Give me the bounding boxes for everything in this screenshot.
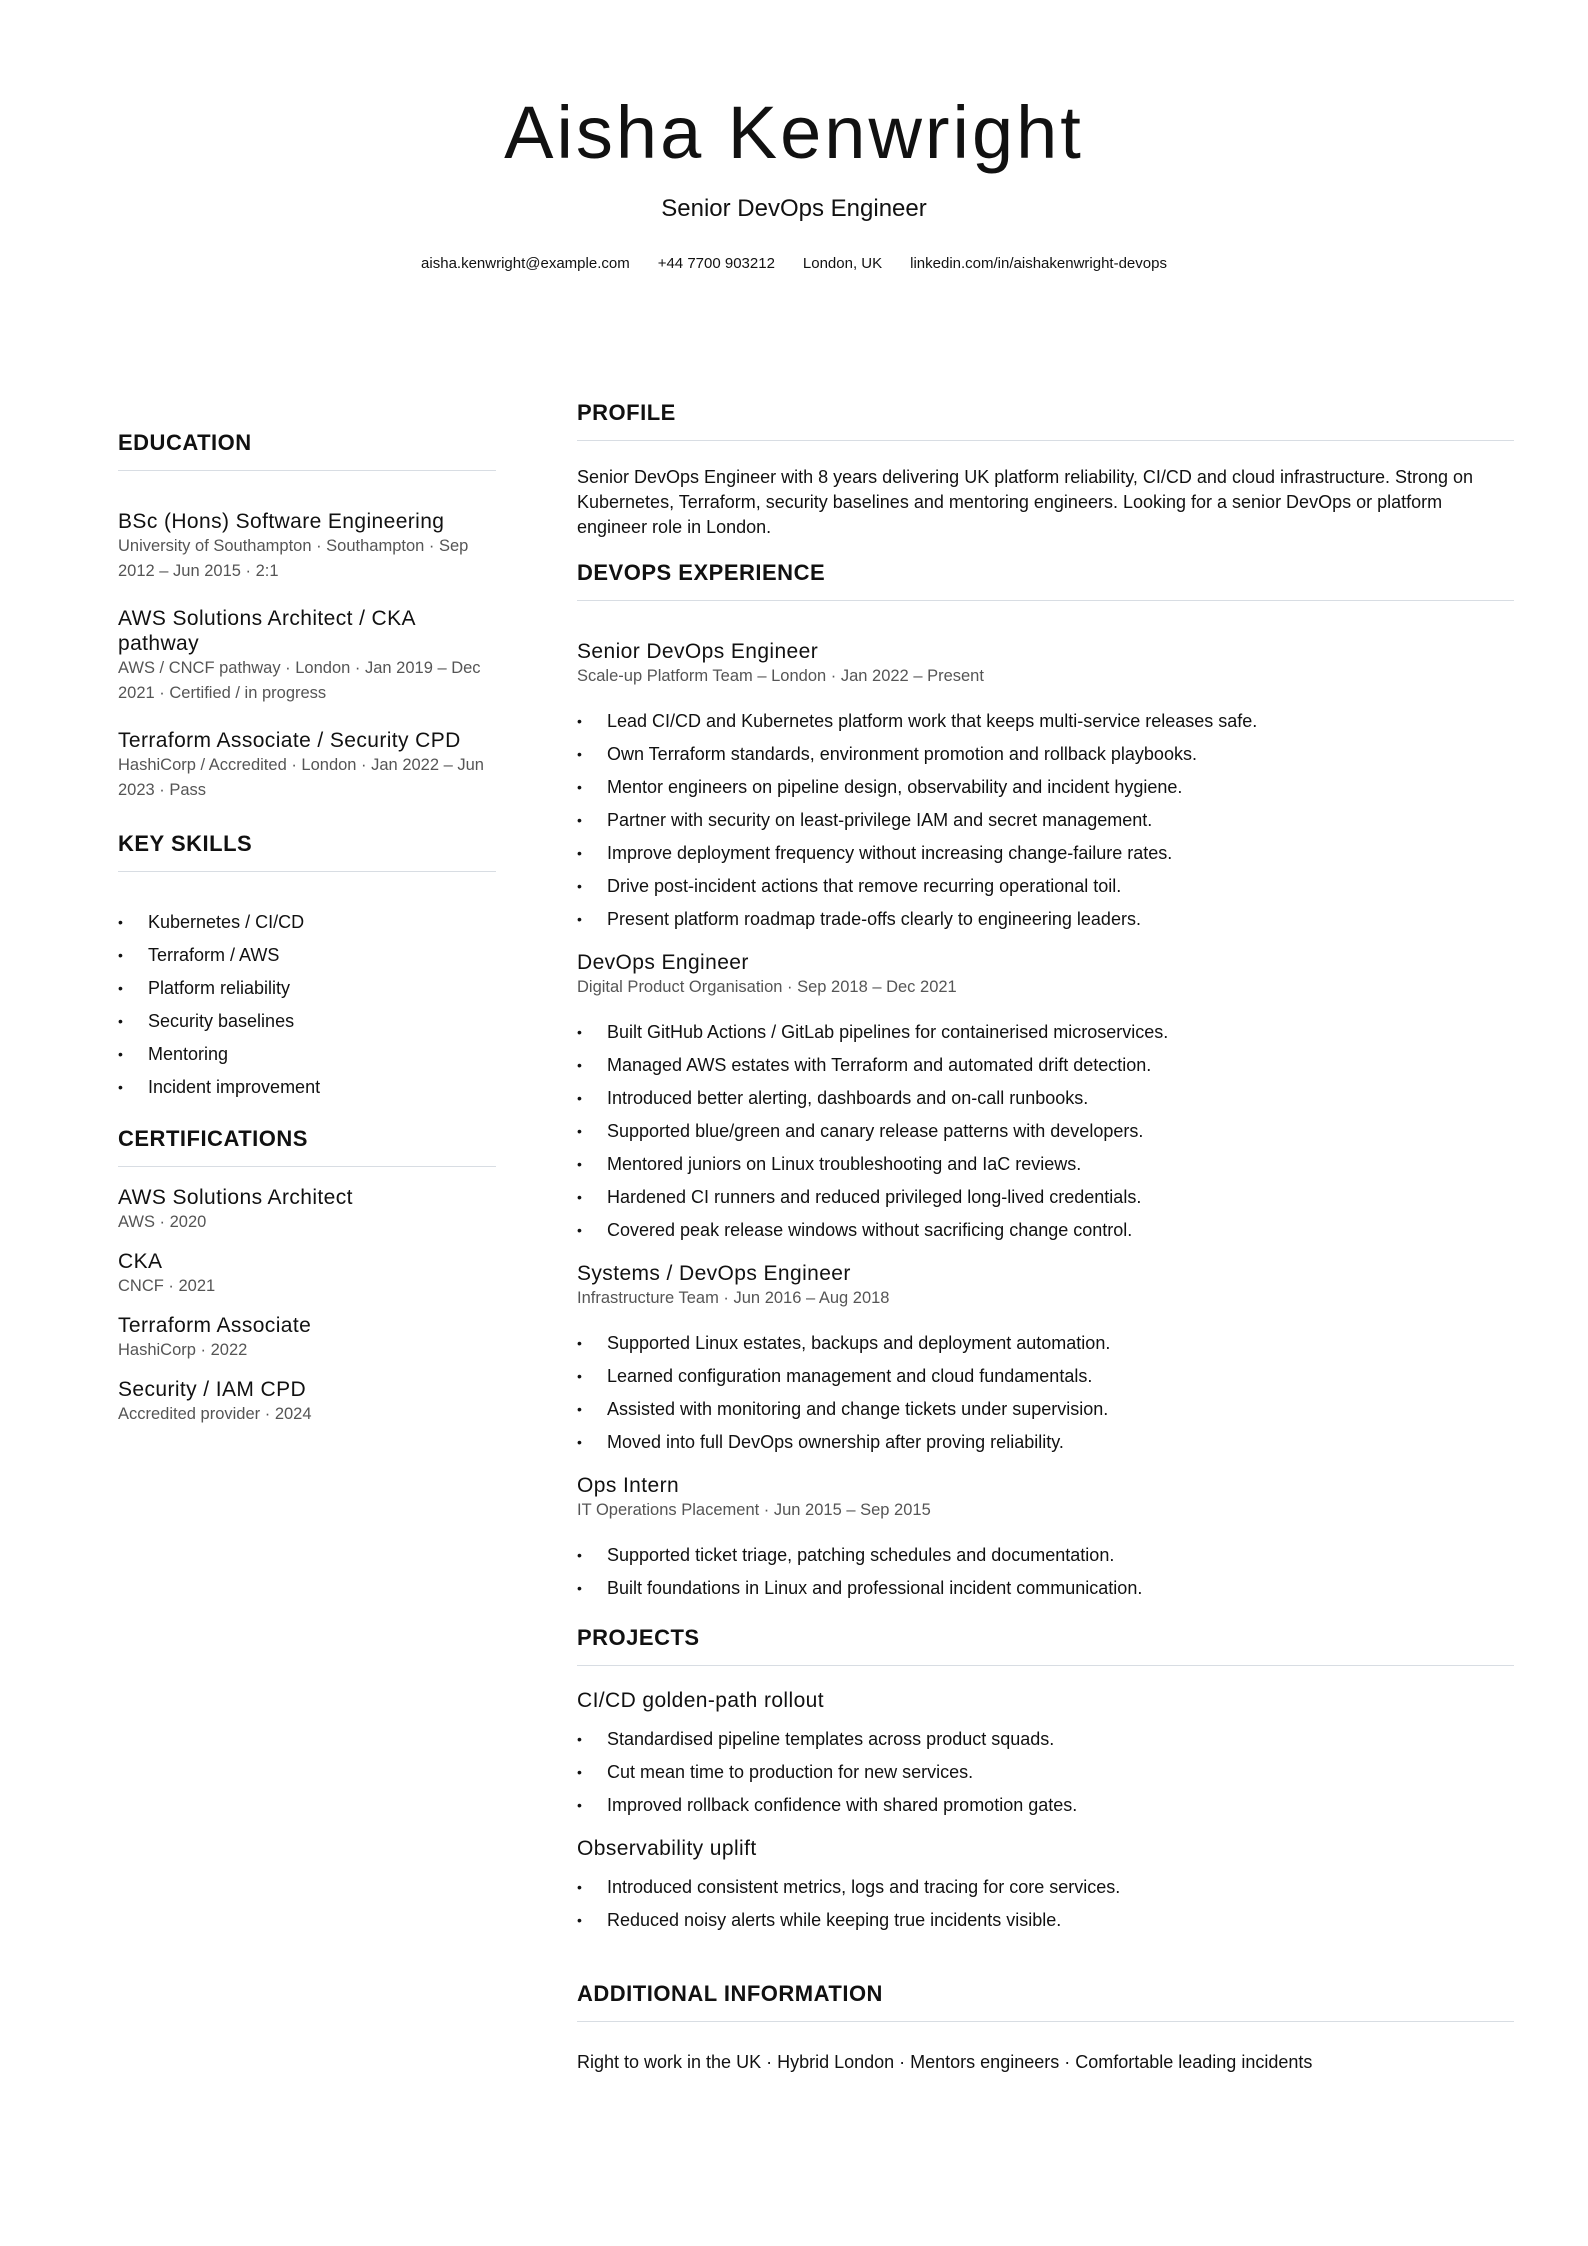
job-entry [577,1473,1514,1605]
certification-meta: HashiCorp · 2022 [118,1341,248,1359]
job-entry [577,950,1514,1247]
candidate-role: Senior DevOps Engineer [661,195,927,222]
job-bullet: • Introduced better alerting, dashboards and on-call runbooks. [577,1082,1514,1115]
project-title: Observability uplift [577,1837,757,1860]
profile-section [577,402,1514,540]
contact-line [0,256,1588,271]
skills-heading: KEY SKILLS [118,833,496,872]
education-section [118,432,496,803]
skill-item: • Incident improvement [118,1071,496,1104]
projects-heading: PROJECTS [577,1627,1514,1666]
job-entry [577,1261,1514,1459]
contact-phone: +44 7700 903212 [657,255,775,272]
skills-list [118,906,496,1104]
job-meta: Digital Product Organisation · Sep 2018 – Dec 2021 [577,978,957,996]
job-meta: Infrastructure Team · Jun 2016 – Aug 2018 [577,1289,890,1307]
job-bullet: • Learned configuration management and cloud fundamentals. [577,1360,1514,1393]
projects-section [577,1627,1514,1937]
job-bullet: • Improve deployment frequency without increasing change-failure rates. [577,837,1514,870]
certification-name: CKA [118,1250,163,1273]
certification-name: Security / IAM CPD [118,1378,307,1401]
job-bullet: • Supported Linux estates, backups and deployment automation. [577,1327,1514,1360]
education-degree: AWS Solutions Architect / CKA pathway [118,607,415,655]
job-bullet: • Built foundations in Linux and professional incident communication. [577,1572,1514,1605]
certification-name: AWS Solutions Architect [118,1186,353,1209]
education-item [118,509,496,584]
certification-name: Terraform Associate [118,1314,312,1337]
project-bullet: • Reduced noisy alerts while keeping true incidents visible. [577,1904,1514,1937]
job-bullets [577,1539,1514,1605]
certifications-section [118,1128,496,1427]
job-bullet: • Moved into full DevOps ownership after proving reliability. [577,1426,1514,1459]
certification-meta: Accredited provider · 2024 [118,1405,312,1423]
project-entry [577,1688,1514,1822]
experience-section [577,562,1514,1605]
job-title: Senior DevOps Engineer [577,640,819,663]
job-bullet: • Hardened CI runners and reduced privileged long-lived credentials. [577,1181,1514,1214]
skill-item: • Security baselines [118,1005,496,1038]
contact-linkedin: linkedin.com/in/aishakenwright-devops [910,255,1167,272]
certification-item [118,1377,496,1427]
additional-heading: ADDITIONAL INFORMATION [577,1983,1514,2022]
project-bullet: • Improved rollback confidence with shared promotion gates. [577,1789,1514,1822]
skill-item: • Kubernetes / CI/CD [118,906,496,939]
certification-item [118,1313,496,1363]
education-degree: BSc (Hons) Software Engineering [118,510,445,533]
profile-summary: Senior DevOps Engineer with 8 years delivering UK platform reliability, CI/CD and cloud infrastructure. Strong on Kubernetes, Terraform, security baselines and mentoring engineers. Looking for a senior DevOps or platform engineer role in London. [577,467,1474,537]
project-bullets [577,1871,1514,1937]
job-title: Ops Intern [577,1474,680,1497]
project-entry [577,1836,1514,1937]
contact-location: London, UK [802,255,883,272]
skill-item: • Platform reliability [118,972,496,1005]
skill-item: • Terraform / AWS [118,939,496,972]
experience-heading: DEVOPS EXPERIENCE [577,562,1514,601]
job-title: DevOps Engineer [577,951,749,974]
certification-meta: CNCF · 2021 [118,1277,216,1295]
candidate-name: Aisha Kenwright [504,91,1084,174]
job-bullets [577,705,1514,936]
project-bullet: • Standardised pipeline templates across product squads. [577,1723,1514,1756]
project-bullets [577,1723,1514,1822]
contact-email: aisha.kenwright@example.com [421,255,630,272]
project-bullet: • Introduced consistent metrics, logs and tracing for core services. [577,1871,1514,1904]
job-bullet: • Mentored juniors on Linux troubleshooting and IaC reviews. [577,1148,1514,1181]
job-title: Systems / DevOps Engineer [577,1262,851,1285]
additional-section [577,1983,1514,2075]
job-bullet: • Supported blue/green and canary release patterns with developers. [577,1115,1514,1148]
job-entry [577,639,1514,936]
education-meta: AWS / CNCF pathway · London · Jan 2019 – Dec 2021 · Certified / in progress [118,659,481,702]
certification-meta: AWS · 2020 [118,1213,207,1231]
skills-section [118,833,496,1104]
job-meta: IT Operations Placement · Jun 2015 – Sep 2015 [577,1501,931,1519]
job-bullets [577,1327,1514,1459]
education-meta: HashiCorp / Accredited · London · Jan 2022 – Jun 2023 · Pass [118,756,484,799]
job-bullet: • Covered peak release windows without sacrificing change control. [577,1214,1514,1247]
right-column [577,402,1514,2075]
education-degree: Terraform Associate / Security CPD [118,729,461,752]
job-bullet: • Own Terraform standards, environment promotion and rollback playbooks. [577,738,1514,771]
job-bullet: • Partner with security on least-privilege IAM and secret management. [577,804,1514,837]
certification-item [118,1249,496,1299]
education-item [118,728,496,803]
job-bullet: • Built GitHub Actions / GitLab pipelines for containerised microservices. [577,1016,1514,1049]
project-title: CI/CD golden-path rollout [577,1689,824,1712]
job-bullet: • Mentor engineers on pipeline design, observability and incident hygiene. [577,771,1514,804]
profile-heading: PROFILE [577,402,1514,441]
job-bullet: • Supported ticket triage, patching schedules and documentation. [577,1539,1514,1572]
additional-text: Right to work in the UK · Hybrid London · Mentors engineers · Comfortable leading incidents [577,2052,1313,2072]
left-column [118,432,496,1427]
education-heading: EDUCATION [118,432,496,471]
education-meta: University of Southampton · Southampton · Sep 2012 – Jun 2015 · 2:1 [118,537,469,580]
job-bullet: • Present platform roadmap trade-offs clearly to engineering leaders. [577,903,1514,936]
certifications-heading: CERTIFICATIONS [118,1128,496,1167]
job-bullet: • Managed AWS estates with Terraform and automated drift detection. [577,1049,1514,1082]
job-bullet: • Lead CI/CD and Kubernetes platform work that keeps multi-service releases safe. [577,705,1514,738]
job-meta: Scale-up Platform Team – London · Jan 2022 – Present [577,667,984,685]
certification-item [118,1185,496,1235]
skill-item: • Mentoring [118,1038,496,1071]
project-bullet: • Cut mean time to production for new services. [577,1756,1514,1789]
job-bullet: • Drive post-incident actions that remove recurring operational toil. [577,870,1514,903]
job-bullet: • Assisted with monitoring and change tickets under supervision. [577,1393,1514,1426]
education-item [118,606,496,706]
job-bullets [577,1016,1514,1247]
